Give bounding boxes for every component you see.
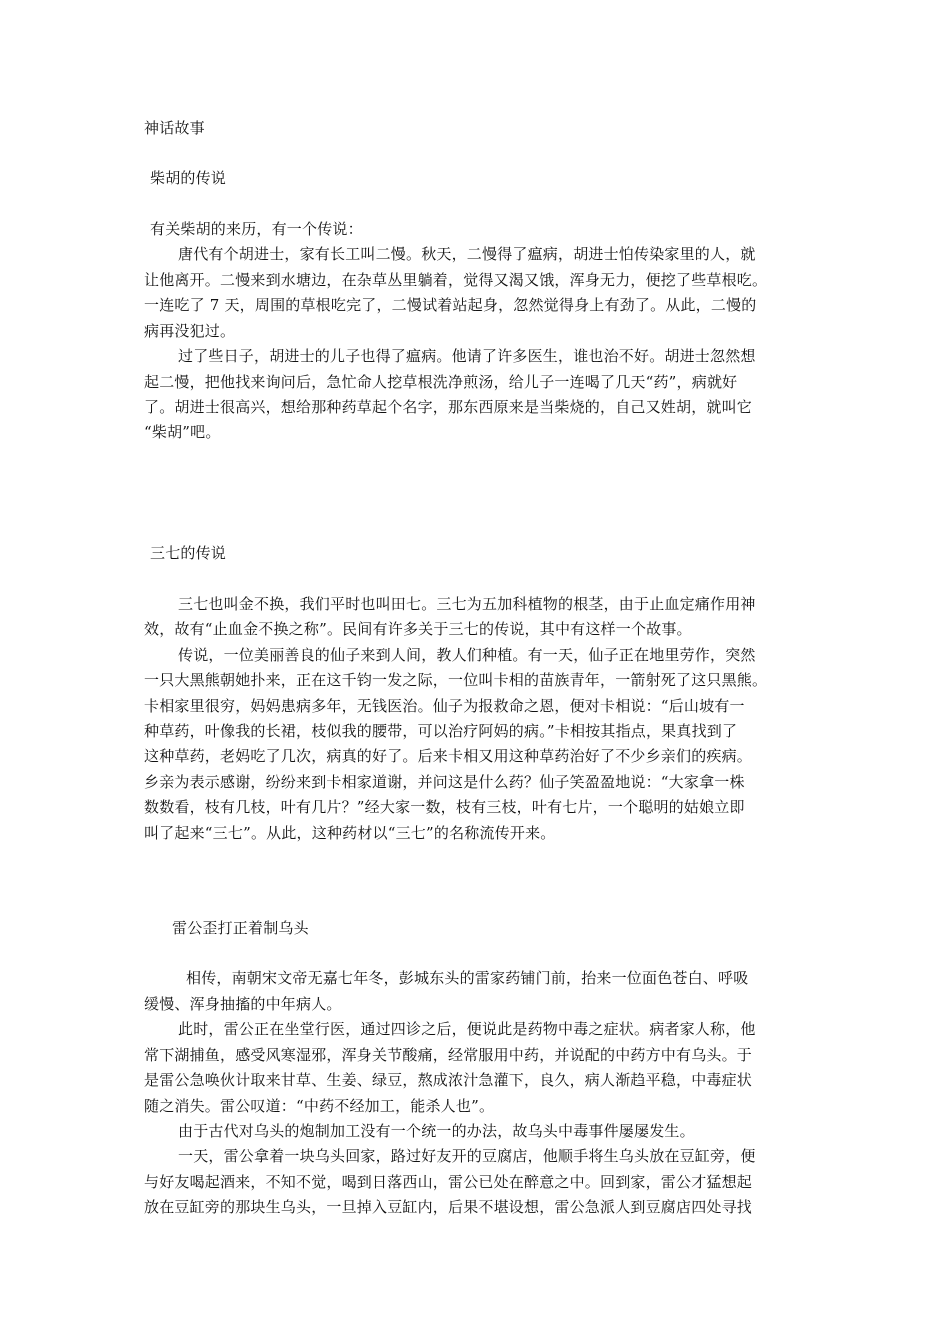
paragraph-line: 乡亲为表示感谢，纷纷来到卡相家道谢，并问这是什么药？仙子笑盈盈地说：“大家拿一株 (144, 773, 745, 791)
section-title-chaihu: 柴胡的传说 (150, 169, 227, 187)
paragraph-line: 病再没犯过。 (144, 322, 236, 340)
paragraph-line: 让他离开。二慢来到水塘边，在杂草丛里躺着，觉得又渴又饿，浑身无力，便挖了些草根吃。 (144, 271, 768, 289)
paragraph-line: 了。胡进士很高兴，想给那种药草起个名字，那东西原来是当柴烧的，自己又姓胡，就叫它 (144, 398, 753, 416)
paragraph-line: 随之消失。雷公叹道：“中药不经加工，能杀人也”。 (144, 1097, 495, 1115)
document-title: 神话故事 (144, 119, 205, 137)
paragraph-line: 放在豆缸旁的那块生乌头，一旦掉入豆缸内，后果不堪设想，雷公急派人到豆腐店四处寻找 (144, 1198, 753, 1216)
paragraph-line: 唐代有个胡进士，家有长工叫二慢。秋天，二慢得了瘟病，胡进士怕传染家里的人，就 (178, 245, 756, 263)
paragraph-line: 一天，雷公拿着一块乌头回家，路过好友开的豆腐店，他顺手将生乌头放在豆缸旁，便 (178, 1147, 756, 1165)
paragraph-line: 卡相家里很穷，妈妈患病多年，无钱医治。仙子为报救命之恩，便对卡相说：“后山坡有一 (144, 697, 745, 715)
paragraph-line: 一连吃了 7 天，周围的草根吃完了，二慢试着站起身，忽然觉得身上有劲了。从此，二慢的 (144, 296, 757, 314)
section-title-sanqi: 三七的传说 (150, 544, 227, 562)
paragraph-line: 效，故有“止血金不换之称”。民间有许多关于三七的传说，其中有这样一个故事。 (144, 620, 692, 638)
paragraph-line: 传说，一位美丽善良的仙子来到人间，教人们种植。有一天，仙子正在地里劳作，突然 (178, 646, 756, 664)
paragraph-line: 相传，南朝宋文帝无嘉七年冬，彭城东头的雷家药铺门前，抬来一位面色苍白、呼吸 (186, 969, 749, 987)
paragraph-line: 与好友喝起酒来，不知不觉，喝到日落西山，雷公已处在醉意之中。回到家，雷公才猛想起 (144, 1173, 753, 1191)
paragraph-line: 一只大黑熊朝她扑来，正在这千钧一发之际，一位叫卡相的苗族青年，一箭射死了这只黑熊。 (144, 671, 768, 689)
paragraph-line: 过了些日子，胡进士的儿子也得了瘟病。他请了许多医生，谁也治不好。胡进士忽然想 (178, 347, 756, 365)
paragraph-line: 叫了起来“三七”。从此，这种药材以“三七”的名称流传开来。 (144, 824, 556, 842)
paragraph-line: 这种草药，老妈吃了几次，病真的好了。后来卡相又用这种草药治好了不少乡亲们的疾病。 (144, 747, 753, 765)
paragraph-line: 缓慢、浑身抽搐的中年病人。 (144, 995, 342, 1013)
section-title-leigong: 雷公歪打正着制乌头 (172, 919, 309, 937)
paragraph-line: “柴胡”吧。 (144, 423, 221, 441)
paragraph-line: 有关柴胡的来历，有一个传说： (150, 220, 363, 238)
paragraph-line: 三七也叫金不换，我们平时也叫田七。三七为五加科植物的根茎，由于止血定痛作用神 (178, 595, 756, 613)
paragraph-line: 此时，雷公正在坐堂行医，通过四诊之后，便说此是药物中毒之症状。病者家人称，他 (178, 1020, 756, 1038)
paragraph-line: 种草药，叶像我的长裙，枝似我的腰带，可以治疗阿妈的病。”卡相按其指点，果真找到了 (144, 722, 738, 740)
paragraph-line: 常下湖捕鱼，感受风寒湿邪，浑身关节酸痛，经常服用中药，并说配的中药方中有乌头。于 (144, 1046, 753, 1064)
paragraph-line: 起二慢，把他找来询问后，急忙命人挖草根洗净煎汤，给儿子一连喝了几天“药”，病就好 (144, 373, 738, 391)
paragraph-line: 数数看，枝有几枝，叶有几片？”经大家一数，枝有三枝，叶有七片，一个聪明的姑娘立即 (144, 798, 745, 816)
paragraph-line: 由于古代对乌头的炮制加工没有一个统一的办法，故乌头中毒事件屡屡发生。 (178, 1122, 695, 1140)
paragraph-line: 是雷公急唤伙计取来甘草、生姜、绿豆，熬成浓汁急灌下，良久，病人渐趋平稳，中毒症状 (144, 1071, 753, 1089)
